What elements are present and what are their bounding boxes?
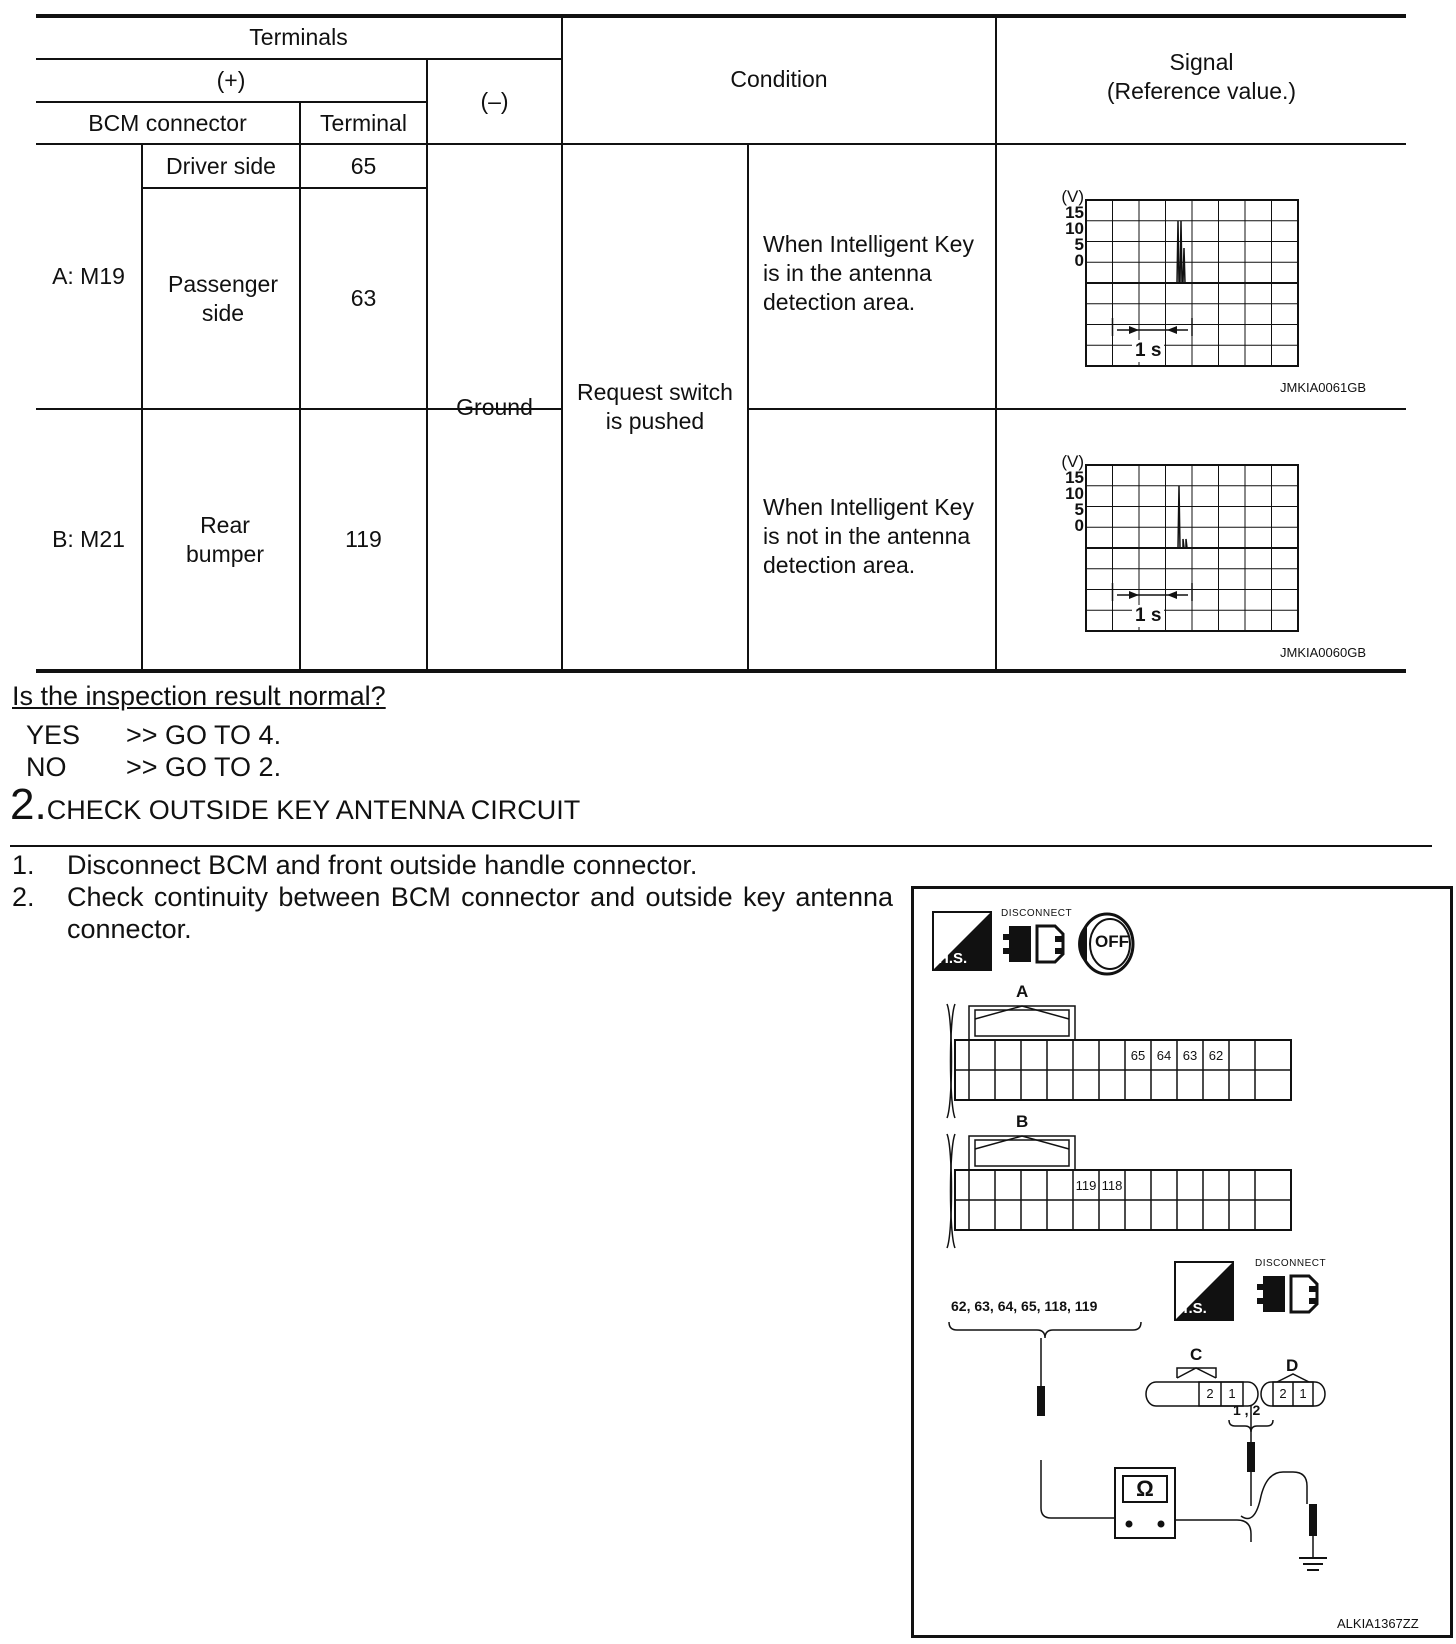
- scope2-tick: 5: [1074, 500, 1084, 519]
- terminal-63: 63: [350, 285, 377, 311]
- pin-label: 2: [1279, 1386, 1287, 1401]
- table-rule: [747, 408, 1406, 410]
- connector-d-name: D: [1286, 1356, 1299, 1375]
- ohm-icon: Ω: [1136, 1476, 1154, 1501]
- table-bottom-border: [36, 669, 1406, 673]
- step-title: CHECK OUTSIDE KEY ANTENNA CIRCUIT: [46, 795, 581, 825]
- condition-not-in-area: When Intelligent Key is not in the antenna detection area.: [763, 494, 974, 578]
- answer-yes-link[interactable]: >> GO TO 4.: [126, 720, 282, 750]
- pin-label: 2: [1206, 1386, 1214, 1401]
- scope1-tick: 0: [1074, 251, 1084, 270]
- ignition-off-icon: OFF: [1095, 932, 1129, 951]
- connector-b-name: B: [1016, 1112, 1029, 1131]
- diagram-figure-code: ALKIA1367ZZ: [1337, 1616, 1419, 1631]
- disconnect-icon: [1003, 926, 1063, 962]
- header-signal-line2: (Reference value.): [1106, 78, 1297, 104]
- header-bcm-connector: BCM connector: [88, 109, 247, 136]
- header-terminals: Terminals: [249, 23, 348, 50]
- scope2-figure-code: JMKIA0060GB: [1280, 645, 1366, 660]
- side-driver: Driver side: [166, 152, 276, 179]
- ground-cell: Ground: [456, 393, 533, 420]
- connector-a-label: A: M19: [52, 263, 125, 289]
- connector-c-name: C: [1190, 1345, 1203, 1364]
- connector-a-name: A: [1016, 982, 1029, 1001]
- scope1-tick: 5: [1074, 235, 1084, 254]
- connector-b-label: B: M21: [52, 526, 125, 552]
- answer-no-link[interactable]: >> GO TO 2.: [126, 752, 282, 782]
- scope2-tick: 15: [1065, 468, 1084, 487]
- answer-yes-key: YES: [26, 720, 81, 750]
- continuity-check-diagram: [911, 886, 1455, 1640]
- disconnect-label: DISCONNECT: [1001, 908, 1073, 919]
- inspection-question: Is the inspection result normal?: [12, 681, 386, 711]
- scope1-time-label: 1 s: [1132, 340, 1164, 362]
- pin-label: 119: [1075, 1178, 1097, 1193]
- scope1-tick: 15: [1065, 203, 1084, 222]
- header-minus: (–): [480, 88, 509, 114]
- step-divider: [10, 845, 1432, 847]
- oscilloscope-waveform-in-area: [1050, 188, 1380, 400]
- pin-label: 118: [1101, 1178, 1123, 1193]
- instruction-number: 2.: [12, 882, 35, 912]
- connector-pins-label: 1 , 2: [1233, 1402, 1261, 1418]
- header-plus: (+): [216, 67, 246, 93]
- side-passenger: Passenger side: [168, 270, 278, 326]
- instruction-text: Check continuity between BCM connector and outside key antenna connector.: [67, 882, 893, 944]
- pin-label: 63: [1182, 1048, 1198, 1063]
- oscilloscope-waveform-not-in-area: [1050, 453, 1380, 665]
- terminal-119: 119: [345, 526, 382, 552]
- table-rule: [747, 143, 749, 671]
- scope1-unit: (V): [1061, 187, 1084, 206]
- instruction-text: Disconnect BCM and front outside handle connector.: [67, 850, 698, 880]
- step-heading: [10, 782, 580, 828]
- probe-terminals-label: 62, 63, 64, 65, 118, 119: [951, 1298, 1098, 1314]
- table-rule: [141, 143, 143, 671]
- pin-label: 62: [1208, 1048, 1224, 1063]
- scope1-tick: 10: [1065, 219, 1084, 238]
- scope2-unit: (V): [1061, 452, 1084, 471]
- side-rear-bumper: Rear bumper: [186, 511, 264, 567]
- answer-no-key: NO: [26, 752, 67, 782]
- header-signal-line1: Signal: [1169, 49, 1234, 75]
- ts-icon-label: T.S.: [1181, 1300, 1207, 1317]
- pin-label: 65: [1130, 1048, 1146, 1063]
- header-terminal: Terminal: [320, 109, 407, 136]
- scope1-figure-code: JMKIA0061GB: [1280, 380, 1366, 395]
- scope2-tick: 0: [1074, 516, 1084, 535]
- pin-label: 1: [1228, 1386, 1236, 1401]
- scope2-tick: 10: [1065, 484, 1084, 503]
- scope2-time-label: 1 s: [1132, 605, 1164, 627]
- instruction-number: 1.: [12, 850, 35, 880]
- disconnect-label: DISCONNECT: [1255, 1258, 1327, 1269]
- terminal-65: 65: [350, 152, 377, 179]
- hs-icon-label: H.S.: [938, 950, 968, 967]
- step-number: 2.: [10, 780, 47, 829]
- request-switch-cell: Request switch is pushed: [577, 379, 733, 434]
- pin-label: 64: [1156, 1048, 1172, 1063]
- header-condition: Condition: [730, 66, 828, 92]
- condition-in-area: When Intelligent Key is in the antenna detection area.: [763, 231, 974, 315]
- table-rule: [995, 14, 997, 671]
- header-signal: [997, 48, 1406, 106]
- pin-label: 1: [1299, 1386, 1307, 1401]
